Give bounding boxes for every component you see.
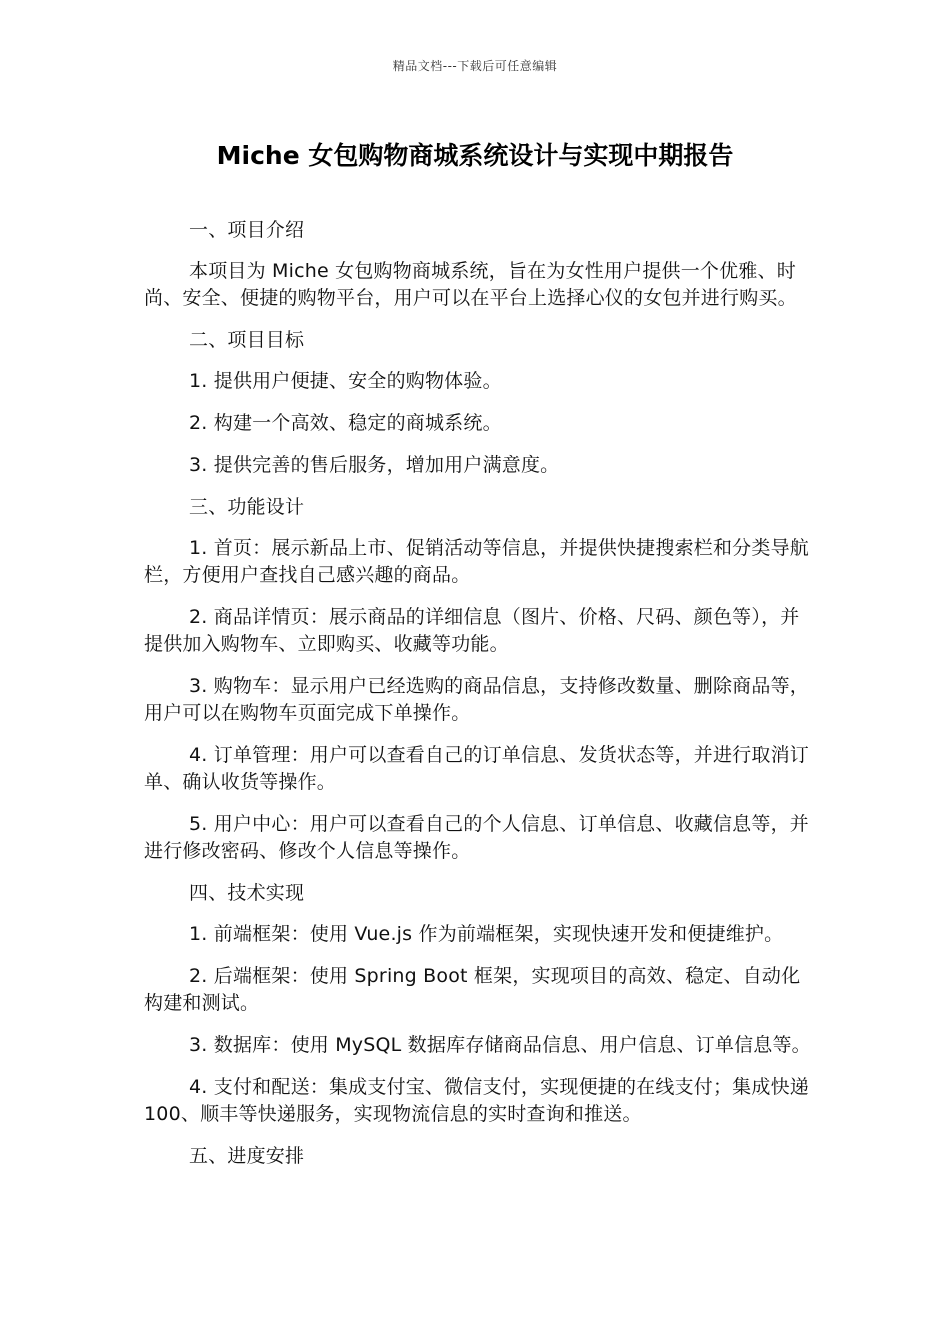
feature-item-4: 4. 订单管理：用户可以查看自己的订单信息、发货状态等，并进行取消订单、确认收货等操作。	[144, 744, 809, 793]
section-heading-schedule: 五、进度安排	[189, 1145, 305, 1167]
feature-item-1: 1. 首页：展示新品上市、促销活动等信息，并提供快捷搜索栏和分类导航栏，方便用户查找自己感兴趣的商品。	[144, 537, 809, 586]
section-heading-intro: 一、项目介绍	[189, 219, 305, 241]
document-body	[144, 217, 812, 1184]
goal-item-3: 3. 提供完善的售后服务，增加用户满意度。	[189, 454, 560, 476]
paragraph-intro: 本项目为 Miche 女包购物商城系统，旨在为女性用户提供一个优雅、时尚、安全、便捷的购物平台，用户可以在平台上选择心仪的女包并进行购买。	[144, 260, 797, 309]
goal-item-2: 2. 构建一个高效、稳定的商城系统。	[189, 412, 502, 434]
section-heading-goals: 二、项目目标	[189, 329, 305, 351]
goal-item-1: 1. 提供用户便捷、安全的购物体验。	[189, 370, 502, 392]
document-title: Miche 女包购物商城系统设计与实现中期报告	[216, 141, 734, 170]
tech-item-3: 3. 数据库：使用 MySQL 数据库存储商品信息、用户信息、订单信息等。	[189, 1034, 811, 1056]
tech-item-2: 2. 后端框架：使用 Spring Boot 框架，实现项目的高效、稳定、自动化构建和测试。	[144, 965, 801, 1014]
tech-item-4: 4. 支付和配送：集成支付宝、微信支付，实现便捷的在线支付；集成快递 100、顺丰等快递服务，实现物流信息的实时查询和推送。	[144, 1076, 809, 1125]
tech-item-1: 1. 前端框架：使用 Vue.js 作为前端框架，实现快速开发和便捷维护。	[189, 923, 784, 945]
header-note: 精品文档---下载后可任意编辑	[392, 59, 558, 73]
feature-item-2: 2. 商品详情页：展示商品的详细信息（图片、价格、尺码、颜色等），并提供加入购物车、立即购买、收藏等功能。	[144, 606, 800, 655]
feature-item-3: 3. 购物车：显示用户已经选购的商品信息，支持修改数量、删除商品等，用户可以在购物车页面完成下单操作。	[144, 675, 809, 724]
section-heading-tech: 四、技术实现	[189, 882, 305, 904]
section-heading-features: 三、功能设计	[189, 496, 305, 518]
feature-item-5: 5. 用户中心：用户可以查看自己的个人信息、订单信息、收藏信息等，并进行修改密码、修改个人信息等操作。	[144, 813, 809, 862]
